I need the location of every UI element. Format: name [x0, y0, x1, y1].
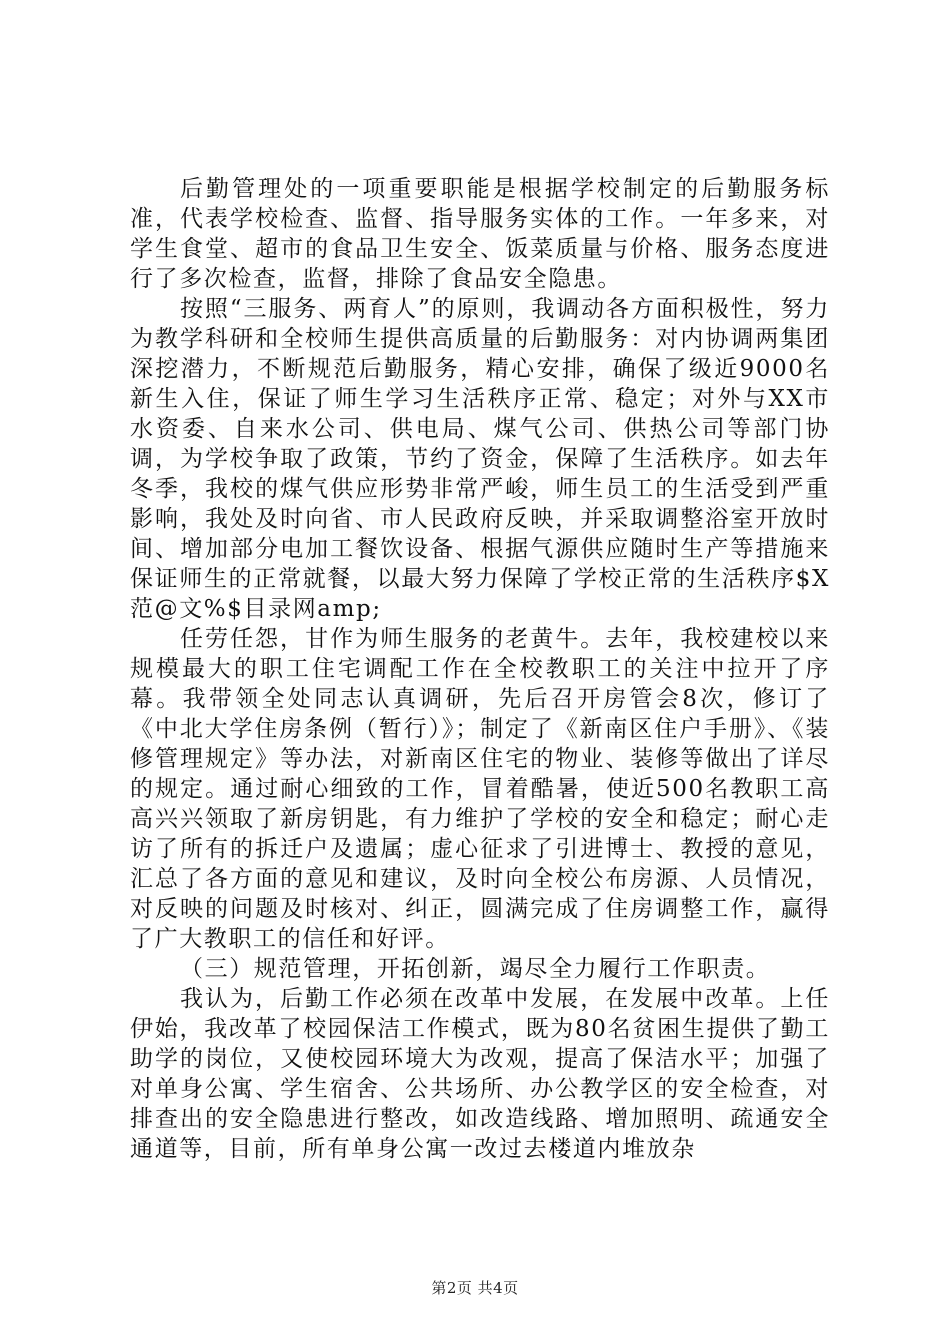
paragraph-reform: 我认为，后勤工作必须在改革中发展，在发展中改革。上任伊始，我改革了校园保洁工作模式，既为80名贫困生提供了勤工助学的岗位，又使校园环境大为改观，提高了保洁水平；加强了对单身公寓、学生宿舍、公共场所、办公教学区的安全检查，对排查出的安全隐患进行整改，如改造线路、增加照明、疏通安全通道等，目前，所有单身公寓一改过去楼道内堆放杂 — [130, 986, 830, 1162]
document-body — [130, 174, 830, 1164]
paragraph-food-safety: 后勤管理处的一项重要职能是根据学校制定的后勤服务标准，代表学校检查、监督、指导服务实体的工作。一年多来，对学生食堂、超市的食品卫生安全、饭菜质量与价格、服务态度进行了多次检查，监督，排除了食品安全隐患。 — [130, 176, 830, 292]
section-heading-three: （三）规范管理，开拓创新，竭尽全力履行工作职责。 — [180, 956, 771, 982]
paragraph-logistics-service: 按照“三服务、两育人”的原则，我调动各方面积极性，努力为教学科研和全校师生提供高质量的后勤服务：对内协调两集团深挖潜力，不断规范后勤服务，精心安排，确保了级近9000名新生入住，保证了师生学习生活秩序正常、稳定；对外与XX市水资委、自来水公司、供电局、煤气公司、供热公司等部门协调，为学校争取了政策，节约了资金，保障了生活秩序。如去年冬季，我校的煤气供应形势非常严峻，师生员工的生活受到严重影响，我处及时向省、市人民政府反映，并采取调整浴室开放时间、增加部分电加工餐饮设备、根据气源供应随时生产等措施来保证师生的正常就餐，以最大努力保障了学校正常的生活秩序$X范@文%$目录网amp; — [130, 296, 830, 622]
page-footer: 第2页 共4页 — [431, 1279, 519, 1297]
paragraph-housing-allocation: 任劳任怨，甘作为师生服务的老黄牛。去年，我校建校以来规模最大的职工住宅调配工作在全校教职工的关注中拉开了序幕。我带领全处同志认真调研，先后召开房管会8次，修订了《中北大学住房条例（暂行）》；制定了《新南区住户手册》、《装修管理规定》等办法，对新南区住宅的物业、装修等做出了详尽的规定。通过耐心细致的工作，冒着酷暑，使近500名教职工高高兴兴领取了新房钥匙，有力维护了学校的安全和稳定；耐心走访了所有的拆迁户及遗属；虚心征求了引进博士、教授的意见，汇总了各方面的意见和建议，及时向全校公布房源、人员情况，对反映的问题及时核对、纠正，圆满完成了住房调整工作，赢得了广大教职工的信任和好评。 — [130, 626, 830, 952]
